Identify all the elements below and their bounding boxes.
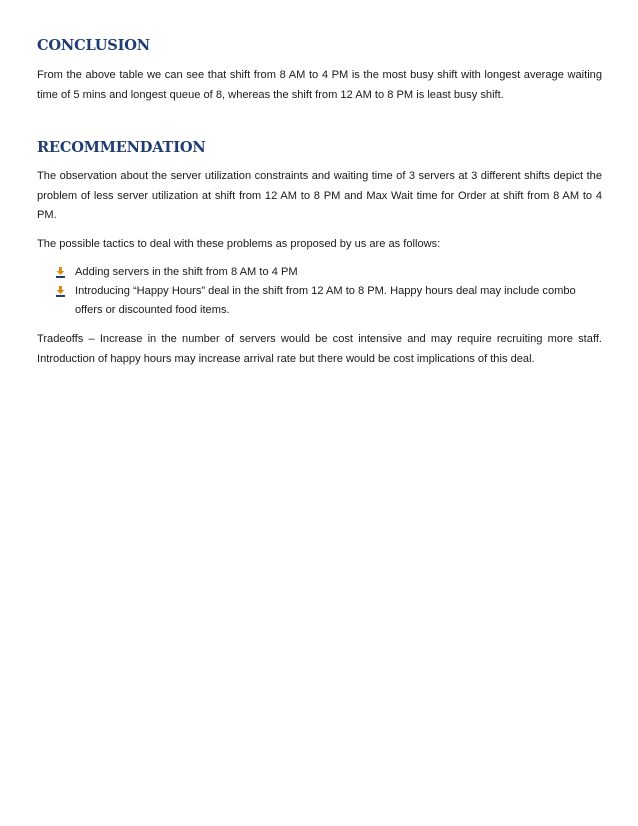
list-item [37,263,602,282]
list-item [37,282,602,320]
tactics-intro-paragraph: The possible tactics to deal with these problems as proposed by us are as follows: [37,237,441,250]
down-arrow-bullet-icon [55,267,66,278]
tactics-list [37,263,602,320]
recommendation-heading: RECOMMENDATION [37,139,206,156]
observation-paragraph: The observation about the server utilization constraints and waiting time of 3 servers at 3 different shifts depict the problem of less server utilization at shift from 12 AM to 8 PM and Max Wait time for Order at shift from 8 AM to 4 PM. [37,170,602,221]
tactic-text: Adding servers in the shift from 8 AM to 4 PM [75,266,298,278]
tactic-text: Introducing “Happy Hours” deal in the shift from 12 AM to 8 PM. Happy hours deal may include combo offers or discounted food items. [75,285,576,316]
conclusion-heading: CONCLUSION [37,37,150,54]
document-page [37,36,602,369]
tradeoffs-paragraph: Tradeoffs – Increase in the number of servers would be cost intensive and may require recruiting more staff. Introduction of happy hours may increase arrival rate but there would be cost implications of this deal. [37,333,602,365]
down-arrow-bullet-icon [55,286,66,297]
conclusion-paragraph: From the above table we can see that shift from 8 AM to 4 PM is the most busy shift with longest average waiting time of 5 mins and longest queue of 8, whereas the shift from 12 AM to 8 PM is least busy shift. [37,69,602,101]
